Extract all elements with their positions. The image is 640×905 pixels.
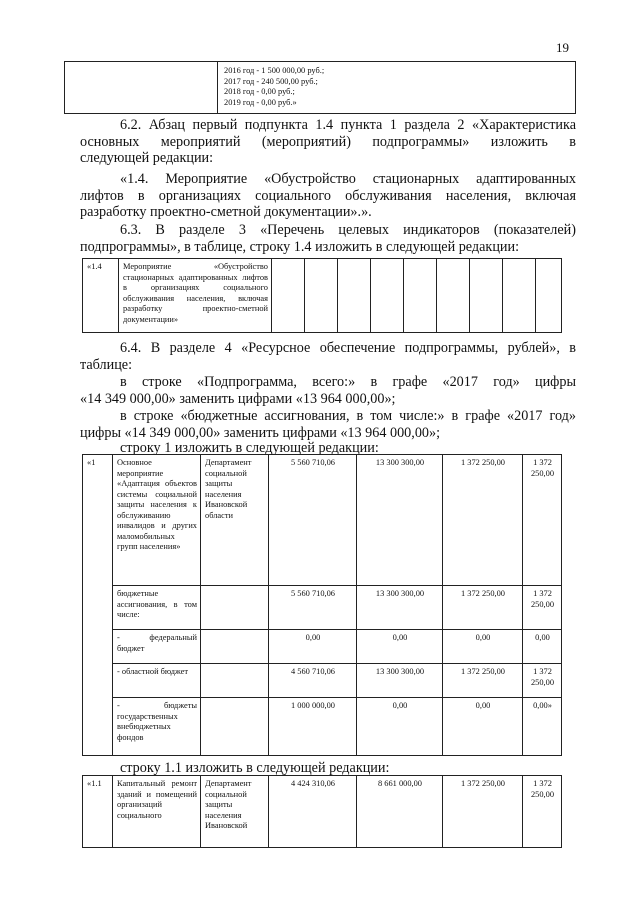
row-name: бюджетные ассигнования, в том числе:: [113, 586, 201, 630]
paragraph-6-4: 6.4. В разделе 4 «Ресурсное обеспечение подпрограммы, рублей», в таблице:: [80, 340, 576, 373]
paragraph-row-1-1: строку 1.1 изложить в следующей редакции:: [120, 760, 390, 776]
row-number: «1.1: [83, 776, 113, 848]
year-line: 2017 год - 240 500,00 руб.;: [224, 76, 318, 86]
year-line: 2019 год - 0,00 руб.»: [224, 97, 297, 107]
row-name: - федеральный бюджет: [113, 630, 201, 664]
funding-table-fragment: [64, 61, 576, 114]
table-cell: [218, 62, 576, 114]
paragraph-6-4-b: в строке «бюджетные ассигнования, в том числе:» в графе «2017 год» цифры «14 349 000,00» заменить цифрами «13 964 000,00»;: [80, 408, 576, 441]
indicators-table-row: [82, 258, 562, 333]
year-line: 2016 год - 1 500 000,00 руб.;: [224, 66, 325, 75]
row-name: Основное мероприятие «Адаптация объектов системы социальной защиты населения к обслуживанию инвалидов и других маломобильных групп населения»: [113, 455, 201, 586]
year-line: 2018 год - 0,00 руб.;: [224, 87, 295, 96]
row-number: «1.4: [83, 259, 119, 333]
resources-table-row-1-1: «1.1 Капитальный ремонт зданий и помещений организаций социального Департамент социальной защиты населения Ивановской 4 424 310,06 8 661 000,00 1 372 250,00 1 372 250,00: [82, 775, 562, 848]
paragraph-6-2: 6.2. Абзац первый подпункта 1.4 пункта 1 раздела 2 «Характеристика основных мероприятий (мероприятий) подпрограммы» изложить в следующей редакции:: [80, 117, 576, 167]
page-number: 19: [556, 40, 569, 55]
table-cell: [65, 62, 218, 114]
row-executor: Департамент социальной защиты населения Ивановской: [201, 776, 269, 848]
row-number: «1: [83, 455, 113, 756]
paragraph-row-1: строку 1 изложить в следующей редакции:: [120, 440, 379, 456]
row-executor: Департамент социальной защиты населения Ивановской области: [201, 455, 269, 586]
row-name: - областной бюджет: [113, 664, 201, 698]
resources-table-row-1: «1 Основное мероприятие «Адаптация объектов системы социальной защиты населения к обслуживанию инвалидов и других маломобильных групп населения» Департамент социальной защиты населения Ивановской области 5 560 710,06 13 300 300,00 1 372 250,00 1 372 250,00 бюджетные ассигнования, в том числе: 5 560 710,06 13 300 300,00 1 372 250,00 1 372 250,00 - федеральный бюджет 0,00 0,00 0,00 0,00 - областной бюджет 4 560 710,06 13 300 300,00 1 372 250,00 1 372 250,00 - бюджеты государственных внебюджетных фондов 1 000 000,00 0,00 0,00 0,00»: [82, 454, 562, 756]
paragraph-1-4: «1.4. Мероприятие «Обустройство стационарных адаптированных лифтов в организациях социального обслуживания населения, включая разработку проектно-сметной документации».».: [80, 171, 576, 221]
row-name: Капитальный ремонт зданий и помещений организаций социального: [113, 776, 201, 848]
paragraph-6-4-a: в строке «Подпрограмма, всего:» в графе «2017 год» цифры «14 349 000,00» заменить цифрами «13 964 000,00»;: [80, 374, 576, 407]
paragraph-6-3: 6.3. В разделе 3 «Перечень целевых индикаторов (показателей) подпрограммы», в таблице, строку 1.4 изложить в следующей редакции:: [80, 222, 576, 255]
row-name: Мероприятие «Обустройство стационарных адаптированных лифтов в организациях социального обслуживания населения, включая разработку проектно-сметной документации»: [119, 259, 272, 333]
row-name: - бюджеты государственных внебюджетных фондов: [113, 698, 201, 756]
